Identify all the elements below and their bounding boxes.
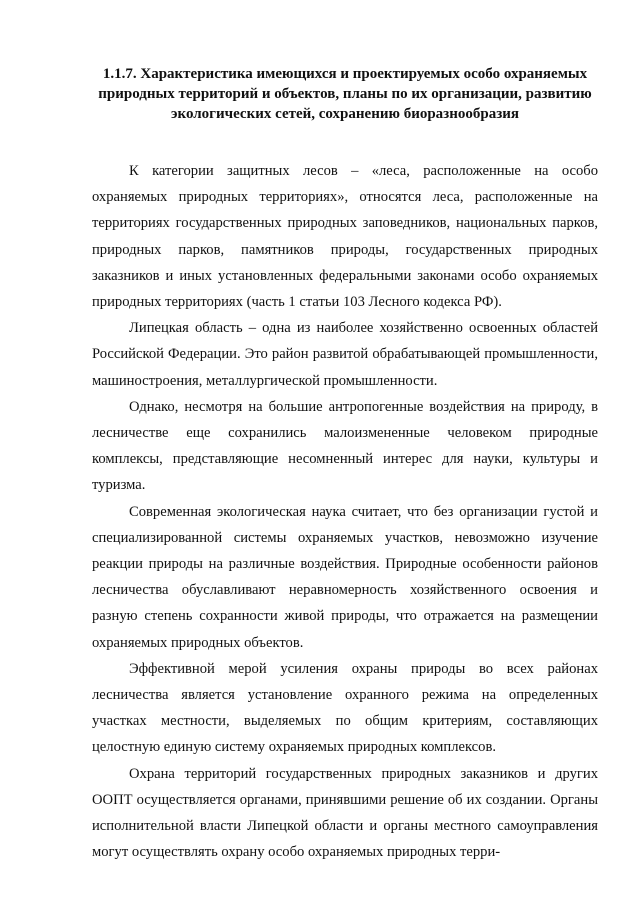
heading-line: экологических сетей, сохранению биоразнообразия (171, 106, 519, 122)
paragraph: Однако, несмотря на большие антропогенные воздействия на природу, в лесничестве еще сохранились малоизмененные человеком природные комплексы, представляющие несомненный интерес для науки, культуры и туризма. (92, 398, 598, 494)
body-text (92, 158, 598, 865)
paragraph: Охрана территорий государственных природных заказников и других ООПТ осуществляется органами, принявшими решение об их создании. Органы исполнительной власти Липецкой области и органы местного самоуправления могут осуществлять охрану особо охраняемых природных терри- (92, 765, 598, 861)
section-heading (92, 64, 598, 124)
paragraph: К категории защитных лесов – «леса, расположенные на особо охраняемых природных территориях», относятся леса, расположенные на территориях государственных природных заповедников, национальных парков, природных парков, памятников природы, государственных природных заказников и иных установленных федеральными законами особо охраняемых природных территориях (часть 1 статьи 103 Лесного кодекса РФ). (92, 163, 598, 311)
paragraph: Современная экологическая наука считает, что без организации густой и специализированной системы охраняемых участков, невозможно изучение реакции природы на различные воздействия. Природные особенности районов лесничества обуславливают неравномерность хозяйственного освоения и разную степень сохранности живой природы, что отражается на размещении охраняемых природных объектов. (92, 503, 598, 651)
paragraph: Эффективной мерой усиления охраны природы во всех районах лесничества является установление охранного режима на определенных участках местности, выделяемых по общим критериям, составляющих целостную единую систему охраняемых природных комплексов. (92, 660, 598, 756)
paragraph: Липецкая область – одна из наиболее хозяйственно освоенных областей Российской Федерации. Это район развитой обрабатывающей промышленности, машиностроения, металлургической промышленности. (92, 320, 598, 389)
heading-line: 1.1.7. Характеристика имеющихся и проектируемых особо охраняемых (102, 66, 588, 82)
heading-line: природных территорий и объектов, планы по их организации, развитию (98, 86, 592, 102)
